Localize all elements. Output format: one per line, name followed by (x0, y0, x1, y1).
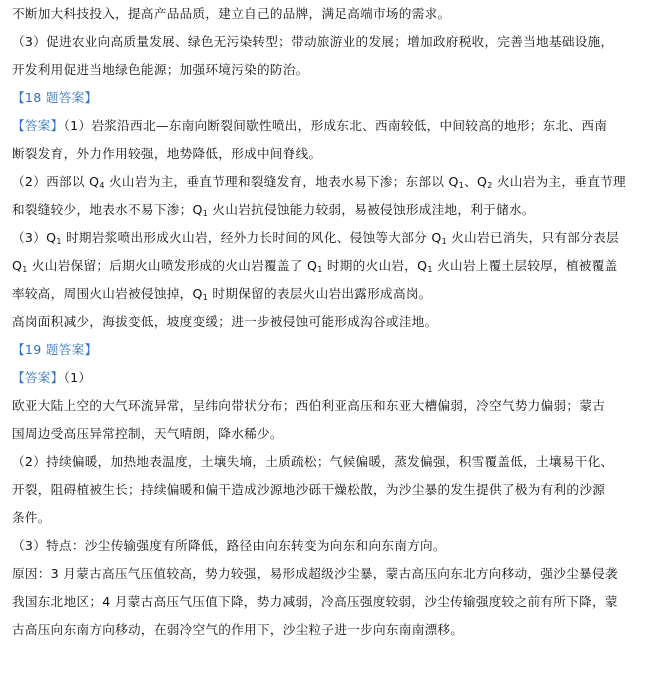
answer-text: （1） (63, 370, 92, 385)
subscript: 1 (202, 209, 209, 218)
text-line (12, 504, 639, 532)
text-line (12, 196, 639, 224)
text-segment: 火山岩为主，垂直节理和裂缝发育，地表水易下渗；东部以 Q (104, 174, 459, 189)
subscript: 1 (56, 237, 62, 246)
subscript: 1 (427, 265, 433, 274)
text-line (12, 476, 639, 504)
text-line (12, 560, 639, 588)
text-line (12, 420, 639, 448)
line-text: 高岗面积减少，海拔变低，坡度变缓；进一步被侵蚀可能形成沟谷或洼地。 (12, 314, 438, 329)
line-text: 条件。 (12, 510, 51, 525)
text-segment: 率较高，周围火山岩被侵蚀掉，Q (12, 286, 203, 301)
text-line (12, 392, 639, 420)
line-text: 我国东北地区；4 月蒙古高压气压值下降，势力减弱，冷高压强度较弱，沙尘传输强度较之前有所下降，蒙 (12, 594, 618, 609)
subscript: 1 (458, 181, 465, 190)
text-segment: 火山岩为主，垂直节理 (492, 174, 626, 189)
subscript: 1 (441, 237, 447, 246)
answer-line (12, 112, 639, 140)
answer-section-heading (12, 336, 639, 364)
subscript: 1 (317, 265, 323, 274)
text-line (12, 56, 639, 84)
text-line (12, 252, 639, 280)
line-text: 断裂发育，外力作用较强，地势降低，形成中间脊线。 (12, 146, 322, 161)
text-segment: （3）Q (12, 230, 57, 245)
text-segment: 、Q (464, 174, 488, 189)
subscript: 1 (22, 265, 28, 274)
text-segment: 火山岩保留；后期火山喷发形成的火山岩覆盖了 Q (27, 258, 318, 273)
line-text: 欧亚大陆上空的大气环流异常，呈纬向带状分布；西伯利亚高压和东亚大槽偏弱，冷空气势力偏弱；蒙古 (12, 398, 606, 413)
answer-text: （1）岩浆沿西北—东南向断裂间歇性喷出，形成东北、西南较低，中间较高的地形；东北、西南 (63, 118, 608, 133)
answer-line (12, 364, 639, 392)
line-text: （3）特点：沙尘传输强度有所降低，路径由向东转变为向东和向东南方向。 (12, 538, 446, 553)
text-line (12, 448, 639, 476)
answer-tag: 【答案】 (12, 370, 64, 385)
subscript: 1 (202, 293, 209, 302)
text-line (12, 280, 639, 308)
text-segment: 时期的火山岩，Q (322, 258, 428, 273)
heading-text: 【18 题答案】 (12, 90, 98, 105)
text-line (12, 0, 639, 28)
line-text: （2）持续偏暖，加热地表温度，土壤失墒，土质疏松；气候偏暖，蒸发偏强，积雪覆盖低，土壤易干化、 (12, 454, 614, 469)
line-text: 开发利用促进当地绿色能源；加强环境污染的防治。 (12, 62, 309, 77)
text-line (12, 616, 639, 644)
text-line (12, 168, 639, 196)
text-line (12, 224, 639, 252)
text-line (12, 588, 639, 616)
line-text: （3）促进农业向高质量发展、绿色无污染转型；带动旅游业的发展；增加政府税收，完善当地基础设施， (12, 34, 614, 49)
subscript: 4 (99, 181, 105, 190)
line-text: 开裂，阻碍植被生长；持续偏暖和偏干造成沙源地沙砾干燥松散，为沙尘暴的发生提供了极为有利的沙源 (12, 482, 606, 497)
heading-text: 【19 题答案】 (12, 342, 98, 357)
text-segment: 时期岩浆喷出形成火山岩，经外力长时间的风化、侵蚀等大部分 Q (61, 230, 442, 245)
subscript: 2 (487, 181, 493, 190)
line-text: 国周边受高压异常控制，天气晴朗，降水稀少。 (12, 426, 283, 441)
text-segment: 和裂缝较少，地表水不易下渗；Q (12, 202, 203, 217)
text-segment: 时期保留的表层火山岩出露形成高岗。 (208, 286, 432, 301)
text-line (12, 308, 639, 336)
text-segment: 火山岩上覆土层较厚，植被覆盖 (432, 258, 618, 273)
text-line (12, 140, 639, 168)
answer-tag: 【答案】 (12, 118, 64, 133)
answer-section-heading (12, 84, 639, 112)
text-line (12, 532, 639, 560)
text-segment: Q (12, 258, 23, 273)
line-text: 不断加大科技投入，提高产品品质，建立自己的品牌，满足高端市场的需求。 (12, 6, 451, 21)
line-text: 古高压向东南方向移动，在弱冷空气的作用下，沙尘粒子进一步向东南南漂移。 (12, 622, 464, 637)
text-segment: 火山岩抗侵蚀能力较弱，易被侵蚀形成洼地，利于储水。 (208, 202, 535, 217)
text-line (12, 28, 639, 56)
line-text: 原因：3 月蒙古高压气压值较高，势力较强，易形成超级沙尘暴，蒙古高压向东北方向移动，强沙尘暴侵袭 (12, 566, 618, 581)
text-segment: （2）西部以 Q (12, 174, 100, 189)
text-segment: 火山岩已消失，只有部分表层 (446, 230, 619, 245)
document-body (12, 0, 639, 644)
